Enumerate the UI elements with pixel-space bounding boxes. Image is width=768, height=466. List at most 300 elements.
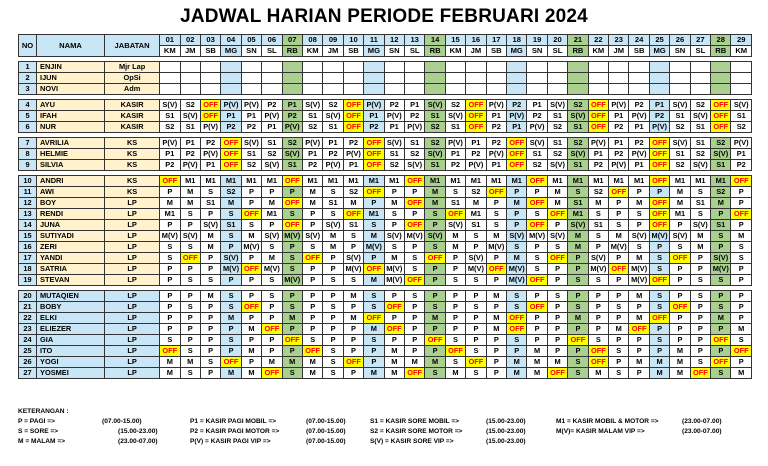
shift-cell: M [507, 253, 527, 264]
shift-cell: P1 [343, 160, 363, 171]
shift-cell: P [486, 253, 506, 264]
shift-cell: S(V) [384, 138, 404, 149]
shift-cell: S(V) [445, 220, 465, 231]
row-number: 16 [19, 242, 37, 253]
shift-cell: S2 [568, 100, 588, 111]
shift-cell: S [221, 302, 241, 313]
shift-cell: OFF [466, 100, 486, 111]
employee-position: LP [105, 368, 160, 379]
shift-cell: P(V) [466, 160, 486, 171]
shift-cell [507, 62, 527, 73]
shift-cell: S2 [547, 122, 567, 133]
shift-cell: OFF [466, 111, 486, 122]
shift-cell: M(V) [507, 275, 527, 286]
shift-cell: P [731, 275, 752, 286]
shift-cell: S1 [568, 198, 588, 209]
shift-cell: P [160, 302, 180, 313]
shift-cell [486, 84, 506, 95]
shift-cell: P2 [486, 122, 506, 133]
employee-position: LP [105, 324, 160, 335]
shift-cell: P [568, 291, 588, 302]
shift-cell: S [527, 253, 547, 264]
shift-cell: S [568, 275, 588, 286]
shift-cell: P1 [282, 100, 302, 111]
employee-position: Adm [105, 84, 160, 95]
shift-cell [180, 62, 200, 73]
shift-cell: P2 [323, 149, 343, 160]
table-row [19, 84, 752, 95]
shift-cell: P [425, 220, 445, 231]
shift-cell [527, 84, 547, 95]
table-row [19, 111, 752, 122]
shift-cell [507, 84, 527, 95]
shift-cell: M [364, 231, 384, 242]
shift-cell: S1 [343, 220, 363, 231]
shift-cell [547, 84, 567, 95]
shift-cell [731, 84, 752, 95]
shift-cell: S(V) [466, 253, 486, 264]
header-weekday: KM [302, 46, 322, 57]
shift-cell: P2 [486, 138, 506, 149]
shift-cell: P [445, 302, 465, 313]
row-number: 19 [19, 275, 37, 286]
shift-cell: M [343, 291, 363, 302]
shift-cell: M [425, 187, 445, 198]
shift-cell: S [425, 209, 445, 220]
header-day: 08 [302, 35, 322, 46]
shift-cell: M [609, 324, 629, 335]
shift-cell: S [364, 291, 384, 302]
shift-cell: OFF [547, 253, 567, 264]
shift-cell: P [221, 346, 241, 357]
shift-cell: OFF [527, 302, 547, 313]
shift-cell: S2 [568, 138, 588, 149]
shift-cell: S1 [323, 122, 343, 133]
shift-cell: P [486, 346, 506, 357]
shift-cell: P1 [323, 138, 343, 149]
shift-cell: P2 [527, 111, 547, 122]
shift-cell: S [588, 275, 608, 286]
header-day: 23 [609, 35, 629, 46]
shift-cell [262, 62, 282, 73]
shift-cell: OFF [364, 187, 384, 198]
shift-cell: P [731, 357, 752, 368]
employee-name: STEVAN [37, 275, 105, 286]
header-weekday: SB [343, 46, 363, 57]
shift-cell: OFF [282, 176, 302, 187]
shift-cell [180, 73, 200, 84]
shift-cell: M [629, 198, 649, 209]
shift-cell: P [670, 220, 690, 231]
shift-cell: S(V) [547, 100, 567, 111]
shift-cell [384, 62, 404, 73]
shift-cell: S [160, 253, 180, 264]
shift-cell: P [731, 313, 752, 324]
shift-cell: M(V) [588, 264, 608, 275]
shift-cell: P [731, 187, 752, 198]
shift-cell: S2 [425, 138, 445, 149]
shift-cell [282, 62, 302, 73]
shift-cell: P(V) [364, 100, 384, 111]
header-weekday: SB [200, 46, 220, 57]
employee-name: YANDI [37, 253, 105, 264]
shift-cell: P [629, 368, 649, 379]
shift-cell: P2 [343, 138, 363, 149]
shift-cell [731, 73, 752, 84]
shift-cell: P [200, 346, 220, 357]
employee-position: LP [105, 198, 160, 209]
shift-cell: OFF [568, 335, 588, 346]
shift-cell: P2 [445, 160, 465, 171]
row-number: 18 [19, 264, 37, 275]
shift-cell: S1 [711, 160, 731, 171]
shift-cell: P(V) [221, 100, 241, 111]
shift-cell [425, 73, 445, 84]
shift-cell: S2 [731, 122, 752, 133]
shift-cell: P [425, 264, 445, 275]
shift-cell: M1 [568, 176, 588, 187]
shift-cell: S1 [547, 111, 567, 122]
shift-cell: S(V) [425, 100, 445, 111]
shift-cell: M [527, 368, 547, 379]
shift-cell: P [609, 198, 629, 209]
shift-cell: P [466, 313, 486, 324]
employee-name: AWI [37, 187, 105, 198]
shift-cell: P [160, 275, 180, 286]
shift-cell: OFF [486, 187, 506, 198]
shift-cell: P(V) [649, 122, 669, 133]
shift-cell: M [343, 198, 363, 209]
shift-cell: M(V) [486, 242, 506, 253]
shift-cell [445, 84, 465, 95]
shift-cell: M1 [690, 176, 710, 187]
shift-cell: P [384, 313, 404, 324]
shift-cell: M [486, 231, 506, 242]
shift-cell: S [160, 242, 180, 253]
shift-cell: P [527, 324, 547, 335]
shift-cell: S [609, 302, 629, 313]
shift-cell: S1 [466, 220, 486, 231]
shift-cell: P [180, 335, 200, 346]
shift-cell: OFF [649, 209, 669, 220]
shift-cell: P [200, 324, 220, 335]
shift-cell: S [690, 209, 710, 220]
shift-cell: S1 [690, 122, 710, 133]
employee-position: OpSi [105, 73, 160, 84]
shift-cell: M [629, 253, 649, 264]
shift-cell: OFF [364, 149, 384, 160]
shift-cell: P [404, 335, 424, 346]
shift-cell [343, 84, 363, 95]
shift-cell: OFF [384, 324, 404, 335]
shift-cell: M(V) [629, 275, 649, 286]
shift-cell: S1 [241, 149, 261, 160]
shift-cell: S [690, 275, 710, 286]
shift-cell: M [384, 368, 404, 379]
shift-cell [445, 62, 465, 73]
shift-cell: M [160, 198, 180, 209]
shift-cell: P [609, 313, 629, 324]
shift-cell: S(V) [180, 231, 200, 242]
legend-code: P(V) = KASIR PAGI VIP => [190, 438, 271, 445]
shift-cell: S [609, 368, 629, 379]
table-row [19, 122, 752, 133]
employee-position: LP [105, 302, 160, 313]
shift-cell: S2 [670, 160, 690, 171]
shift-cell: P [262, 346, 282, 357]
shift-cell: OFF [445, 346, 465, 357]
shift-cell: OFF [731, 346, 752, 357]
shift-cell: S [609, 346, 629, 357]
shift-cell: M [711, 198, 731, 209]
shift-cell [302, 84, 322, 95]
employee-position: KS [105, 160, 160, 171]
shift-cell: M1 [425, 176, 445, 187]
shift-cell: P(V) [588, 138, 608, 149]
shift-cell: P1 [445, 149, 465, 160]
shift-cell: P [670, 335, 690, 346]
row-number: 14 [19, 220, 37, 231]
table-row [19, 313, 752, 324]
shift-cell: P(V) [323, 160, 343, 171]
shift-cell [547, 62, 567, 73]
shift-cell: M [241, 231, 261, 242]
shift-cell: P [343, 242, 363, 253]
header-weekday: JM [609, 46, 629, 57]
shift-cell: OFF [649, 313, 669, 324]
shift-cell: S [588, 335, 608, 346]
shift-cell: P [486, 357, 506, 368]
shift-cell [629, 84, 649, 95]
shift-cell: M [711, 313, 731, 324]
shift-cell: S1 [690, 198, 710, 209]
shift-cell: M [221, 368, 241, 379]
employee-name: SATRIA [37, 264, 105, 275]
shift-cell [364, 62, 384, 73]
shift-cell: P [221, 242, 241, 253]
shift-cell: P [262, 187, 282, 198]
table-row [19, 62, 752, 73]
shift-cell: M1 [323, 176, 343, 187]
shift-cell: M [160, 368, 180, 379]
shift-cell: S2 [711, 187, 731, 198]
shift-cell [527, 73, 547, 84]
shift-cell: S2 [384, 160, 404, 171]
shift-cell: P(V) [241, 100, 261, 111]
shift-cell [404, 62, 424, 73]
shift-cell: S1 [180, 122, 200, 133]
row-number: 24 [19, 335, 37, 346]
employee-name: ITO [37, 346, 105, 357]
shift-cell [200, 73, 220, 84]
shift-cell: P [690, 324, 710, 335]
shift-cell: OFF [507, 324, 527, 335]
shift-cell: S(V) [670, 231, 690, 242]
shift-cell: S(V) [507, 231, 527, 242]
shift-cell: S [547, 291, 567, 302]
shift-cell: P2 [282, 111, 302, 122]
shift-cell: P [629, 302, 649, 313]
shift-cell: P [262, 313, 282, 324]
header-weekday: RB [425, 46, 445, 57]
shift-cell: OFF [364, 138, 384, 149]
shift-cell: P1 [609, 138, 629, 149]
shift-cell: P2 [221, 122, 241, 133]
shift-cell: S1 [670, 111, 690, 122]
shift-cell: P2 [629, 100, 649, 111]
row-number: 5 [19, 111, 37, 122]
shift-cell: P [404, 346, 424, 357]
shift-cell: S [507, 291, 527, 302]
shift-cell: M [180, 187, 200, 198]
table-row [19, 176, 752, 187]
shift-cell: P(V) [731, 138, 752, 149]
shift-cell: P2 [200, 138, 220, 149]
shift-cell: P1 [731, 149, 752, 160]
shift-cell [343, 73, 363, 84]
shift-cell: P [262, 302, 282, 313]
shift-cell: OFF [425, 335, 445, 346]
shift-cell: S(V) [282, 149, 302, 160]
shift-cell: P [445, 313, 465, 324]
shift-cell: M1 [262, 176, 282, 187]
shift-cell: M [302, 368, 322, 379]
shift-cell: M [649, 368, 669, 379]
header-day: 24 [629, 35, 649, 46]
employee-position: LP [105, 231, 160, 242]
shift-cell: OFF [507, 138, 527, 149]
shift-cell: S [180, 368, 200, 379]
shift-cell: P [404, 324, 424, 335]
shift-cell: S(V) [200, 220, 220, 231]
shift-cell: S2 [690, 149, 710, 160]
shift-cell: M1 [466, 176, 486, 187]
table-row [19, 335, 752, 346]
employee-name: SUTIYADI [37, 231, 105, 242]
shift-cell: S [649, 291, 669, 302]
employee-position: LP [105, 335, 160, 346]
shift-cell: S(V) [425, 231, 445, 242]
shift-cell: S [180, 209, 200, 220]
shift-cell: P [588, 291, 608, 302]
header-weekday: MG [221, 46, 241, 57]
header-day: 10 [343, 35, 363, 46]
shift-cell: P [629, 187, 649, 198]
shift-cell: P [364, 346, 384, 357]
shift-cell: S1 [445, 122, 465, 133]
shift-cell [588, 73, 608, 84]
shift-cell: S1 [221, 220, 241, 231]
header-day: 14 [425, 35, 445, 46]
shift-cell: S1 [731, 111, 752, 122]
shift-cell: P [323, 264, 343, 275]
shift-cell: P(V) [160, 138, 180, 149]
shift-cell: S(V) [547, 160, 567, 171]
shift-cell: M [547, 198, 567, 209]
shift-cell [670, 73, 690, 84]
shift-cell [302, 73, 322, 84]
shift-cell: P [160, 313, 180, 324]
row-number: 7 [19, 138, 37, 149]
header-day: 29 [731, 35, 752, 46]
shift-cell: S2 [302, 122, 322, 133]
shift-cell: OFF [731, 209, 752, 220]
shift-cell [364, 84, 384, 95]
row-number: 17 [19, 253, 37, 264]
table-row [19, 357, 752, 368]
shift-cell: S [711, 368, 731, 379]
shift-cell [445, 73, 465, 84]
shift-cell: P [547, 346, 567, 357]
shift-cell: P [486, 198, 506, 209]
employee-name: ENJIN [37, 62, 105, 73]
shift-cell: S [445, 335, 465, 346]
shift-cell: P [200, 209, 220, 220]
shift-cell: M [466, 198, 486, 209]
shift-cell: OFF [588, 122, 608, 133]
shift-cell: P [670, 324, 690, 335]
employee-name: NUR [37, 122, 105, 133]
shift-cell: M [731, 324, 752, 335]
shift-cell [711, 84, 731, 95]
shift-cell [547, 73, 567, 84]
shift-cell: S2 [588, 187, 608, 198]
shift-cell: S [282, 368, 302, 379]
shift-cell: P [466, 291, 486, 302]
shift-cell: S [364, 220, 384, 231]
shift-cell [384, 84, 404, 95]
shift-cell: S [486, 209, 506, 220]
header-weekday: RB [711, 46, 731, 57]
legend-code: P1 = KASIR PAGI MOBIL => [190, 418, 277, 425]
shift-cell: P [241, 291, 261, 302]
shift-cell: P [629, 346, 649, 357]
shift-cell [200, 84, 220, 95]
shift-cell: OFF [160, 176, 180, 187]
shift-cell: P [404, 242, 424, 253]
header-day: 26 [670, 35, 690, 46]
shift-cell: OFF [364, 313, 384, 324]
shift-cell: P [711, 324, 731, 335]
shift-cell: M [323, 242, 343, 253]
shift-cell: OFF [711, 335, 731, 346]
shift-cell: S [711, 231, 731, 242]
shift-cell: S1 [568, 160, 588, 171]
shift-cell: OFF [649, 160, 669, 171]
employee-name: BOY [37, 198, 105, 209]
row-number: 8 [19, 149, 37, 160]
employee-position: LP [105, 346, 160, 357]
shift-cell: S [364, 335, 384, 346]
header-weekday: KM [445, 46, 465, 57]
shift-cell: P [384, 335, 404, 346]
employee-position: Mjr Lap [105, 62, 160, 73]
row-number: 23 [19, 324, 37, 335]
employee-name: IJUN [37, 73, 105, 84]
shift-cell: M(V) [343, 264, 363, 275]
page-title: JADWAL HARIAN PERIODE FEBRUARI 2024 [180, 6, 588, 27]
shift-cell: S [731, 335, 752, 346]
shift-cell: M [364, 368, 384, 379]
shift-cell: OFF [486, 264, 506, 275]
legend-code: S(V) = KASIR SORE VIP => [370, 438, 454, 445]
shift-cell: P [466, 242, 486, 253]
legend-time: (15.00-23.00) [486, 418, 526, 425]
shift-cell: S2 [711, 138, 731, 149]
shift-cell: S [507, 242, 527, 253]
shift-cell: S1 [425, 111, 445, 122]
shift-cell: P2 [364, 122, 384, 133]
